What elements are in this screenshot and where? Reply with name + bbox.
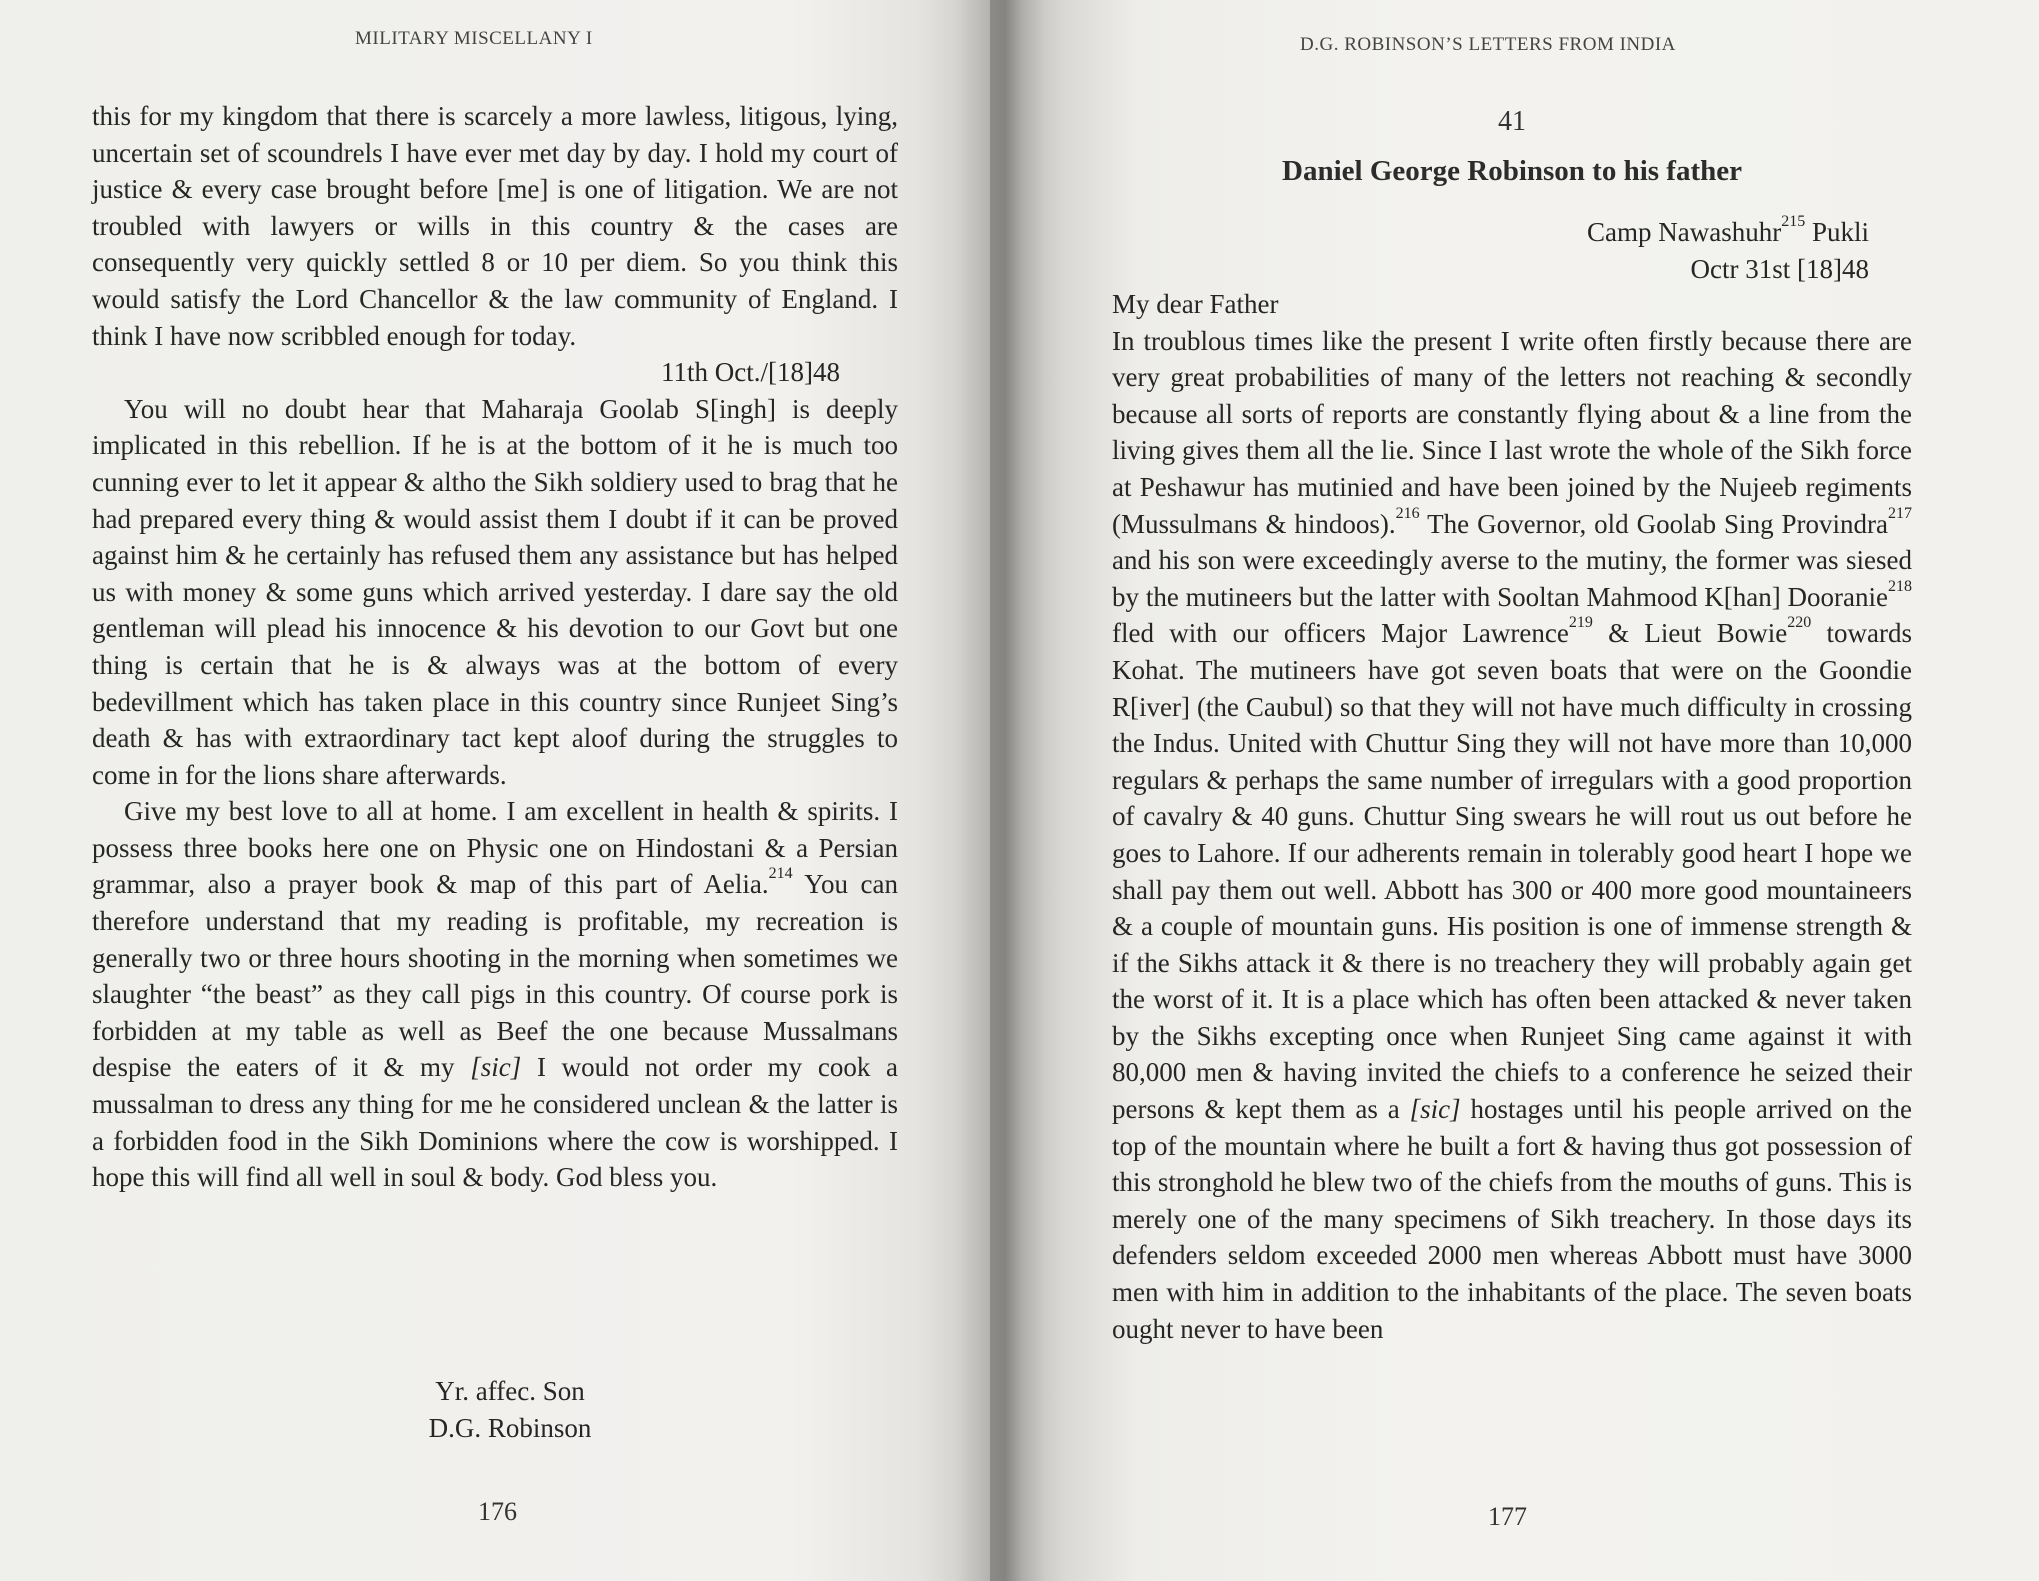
letter-title: Daniel George Robinson to his father <box>1282 155 1742 187</box>
text-run: Pukli <box>1805 217 1869 247</box>
footnote-marker: 214 <box>768 865 793 883</box>
letter-number: 41 <box>1498 106 1526 137</box>
footnote-marker: 219 <box>1568 614 1593 632</box>
running-head-right: D.G. ROBINSON’S LETTERS FROM INDIA <box>1300 34 1676 55</box>
date-line: Octr 31st [18]48 <box>1690 253 1869 284</box>
right-page-body <box>1112 286 1912 1347</box>
footnote-marker: 217 <box>1888 504 1912 522</box>
text-run: In troublous times like the present I write often firstly because there are very great probabilities of many of the letters not reaching & secondly because all sorts of reports are constantly flying about & a line from the living gives them all the lie. Since I last wrote the whole of the Sikh force at Peshawur has mutinied and have been joined by the Nujeeb regiments (Mussulmans & hindoos). <box>1112 325 1912 539</box>
sic-marker: [sic] <box>470 1052 522 1083</box>
left-page <box>0 0 990 1581</box>
signature: D.G. Robinson <box>428 1412 592 1443</box>
footnote-marker: 220 <box>1787 614 1812 632</box>
page-number-left: 176 <box>478 1497 517 1526</box>
paragraph <box>1112 323 1912 1348</box>
left-page-body <box>92 98 898 1196</box>
running-head-left: MILITARY MISCELLANY I <box>355 28 593 49</box>
text-run: I would not order my cook a mussalman to dress any thing for me he considered unclean & the latter is a forbidden food in the Sikh Dominions where the cow is worshipped. I hope this will find all well in soul & body. God bless you. <box>92 1052 898 1193</box>
text-run: You can therefore understand that my reading is profitable, my recreation is generally two or three hours shooting in the morning when sometimes we slaughter “the beast” as they call pigs in this country. Of course pork is forbidden at my table as well as Beef the one because Mussalmans despise the eaters of it & my <box>92 869 899 1083</box>
paragraph <box>92 793 898 1196</box>
footnote-marker: 215 <box>1781 213 1806 230</box>
text-run: Camp Nawashuhr <box>1587 217 1782 247</box>
text-run: & Lieut Bowie <box>1592 618 1788 649</box>
paragraph: You will no doubt hear that Maharaja Goolab S[ingh] is deeply implicated in this rebellion. If he is at the bottom of it he is much too cunning ever to let it appear & altho the Sikh soldiery used to brag that he had prepared every thing & would assist them I doubt if it can be proved against him & he certainly has refused them any assistance but has helped us with money & some guns which arrived yesterday. I dare say the old gentleman will plead his innocence & his devotion to our Govt but one thing is certain that he is & always was at the bottom of every bedevillment which has taken place in this country since Runjeet Sing’s death & has with extraordinary tact kept aloof during the struggles to come in for the lions share afterwards. <box>92 393 898 790</box>
place-line <box>1112 214 1869 251</box>
gutter-shadow <box>955 0 1045 1581</box>
footnote-marker: 218 <box>1888 577 1912 595</box>
text-run: hostages until his people arrived on the top of the mountain where he built a fort & having thus got possession of this stronghold he blew two of the chiefs from the mouths of guns. This is merely one of the many specimens of Sikh treachery. In those days its defenders seldom exceeded 2000 men whereas Abbott must have 3000 men with him in addition to the inhabitants of the place. The seven boats ought never to have been <box>1112 1094 1912 1344</box>
signoff-line: Yr. affec. Son <box>435 1376 585 1406</box>
footnote-marker: 216 <box>1395 504 1420 522</box>
sic-marker: [sic] <box>1409 1094 1461 1125</box>
paragraph: this for my kingdom that there is scarcely a more lawless, litigous, lying, uncertain set of scoundrels I have ever met day by day. I hold my court of justice & every case brought before [me] is one of litigation. We are not troubled with lawyers or wills in this country & the cases are consequently very quickly settled 8 or 10 per diem. So you think this would satisfy the Lord Chancellor & the law community of England. I think I have now scribbled enough for today. <box>92 101 898 351</box>
salutation: My dear Father <box>1112 289 1279 319</box>
letter-signoff <box>400 1373 620 1446</box>
text-run: and his son were exceedingly averse to the mutiny, the former was siesed by the mutineers but the latter with Sooltan Mahmood K[han] Dooranie <box>1112 545 1912 612</box>
page-number-right: 177 <box>1488 1502 1527 1531</box>
text-run: towards Kohat. The mutineers have got seven boats that were on the Goondie R[iver] (the Caubul) so that they will not have much difficulty in crossing the Indus. United with Chuttur Sing they will not have more than 10,000 regulars & perhaps the same number of irregulars with a good proportion of cavalry & 40 guns. Chuttur Sing swears he will rout us out before he goes to Lahore. If our adherents remain in tolerably good heart I hope we shall pay them out well. Abbott has 300 or 400 more good mountaineers & a couple of mountain guns. His position is one of immense strength & if the Sikhs attack it & there is no treachery they will probably again get the worst of it. It is a place which has often been attacked & never taken by the Sikhs excepting once when Runjeet Sing came against it with 80,000 men & having invited the chiefs to a conference he seized their persons & kept them as a <box>1112 618 1912 1125</box>
text-run: Give my best love to all at home. I am excellent in health & spirits. I possess three books here one on Physic one on Hindostani & a Persian grammar, also a prayer book & map of this part of Aelia. <box>92 796 898 900</box>
dateline: 11th Oct./[18]48 <box>661 357 840 388</box>
text-run: fled with our officers Major Lawrence <box>1112 618 1569 649</box>
text-run: The Governor, old Goolab Sing Provindra <box>1419 508 1888 539</box>
letter-place-date <box>1112 214 1869 287</box>
